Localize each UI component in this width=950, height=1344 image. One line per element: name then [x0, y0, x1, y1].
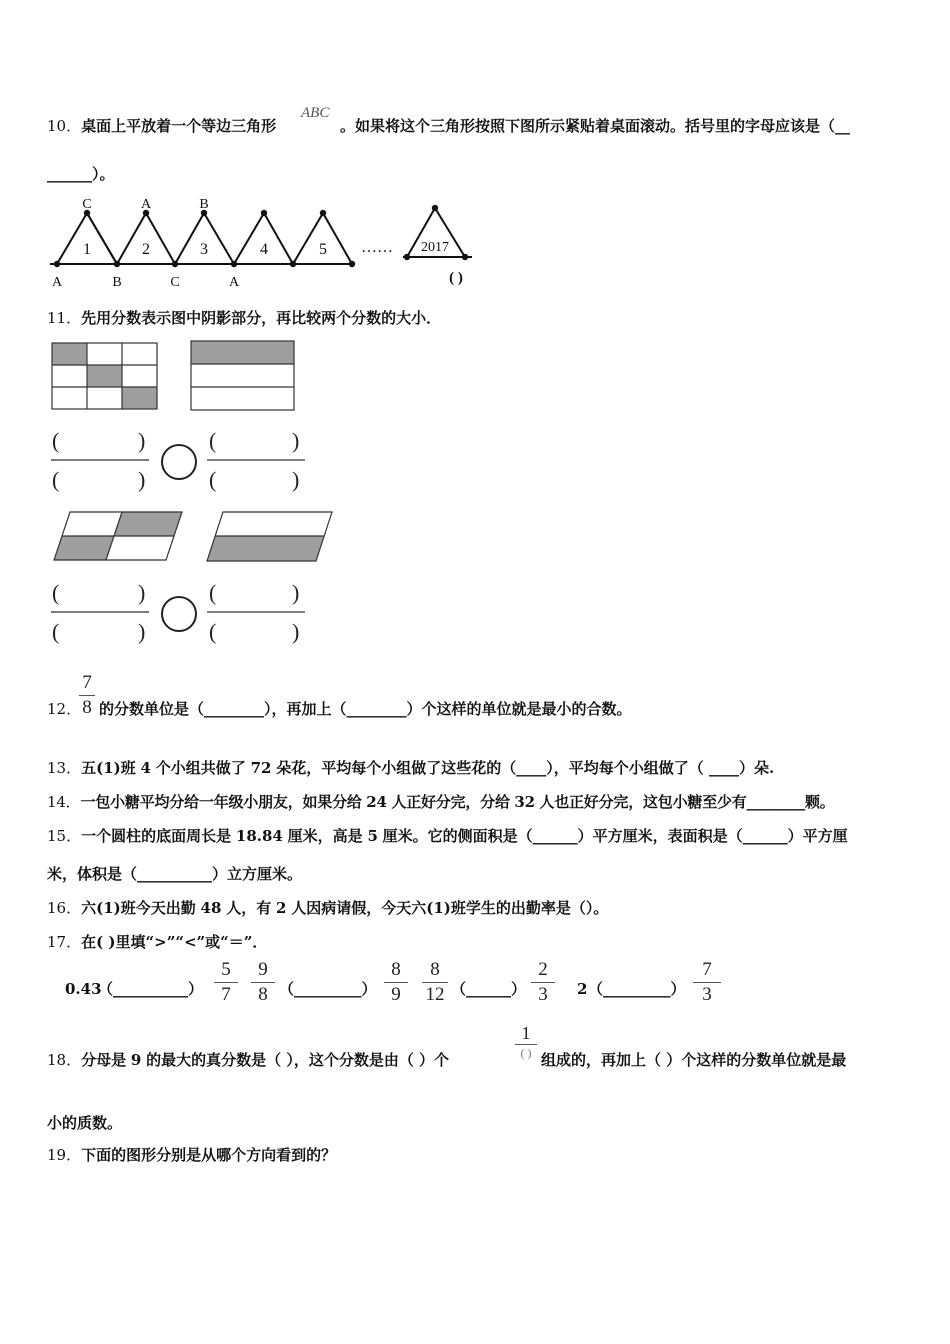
q12-number: 12． [47, 700, 82, 718]
q19-line [47, 1145, 336, 1165]
q17-a-fraction [214, 960, 238, 1005]
q11-strips-3 [191, 341, 294, 410]
q10-top-label-a: A [140, 197, 152, 212]
q14-text-c: 人正好分完，分给 [391, 793, 510, 811]
q10-triangle-number-3: 3 [200, 241, 208, 258]
q18-unit-fraction [515, 1023, 537, 1060]
q17-f-left: 2 [577, 980, 588, 998]
q11-paren-l: ( [52, 428, 60, 453]
q11-paren-l: ( [209, 580, 217, 605]
q17-a-left: 0.43 [65, 980, 102, 998]
q15-number: 15． [47, 827, 82, 845]
q10-text-a: 桌面上平放着一个等边三角形 [81, 117, 277, 135]
q10-answer-paren: ( ) [449, 270, 463, 286]
q13-text-c: 班 [120, 759, 136, 777]
q14-text-b: 24 [366, 793, 387, 811]
q17-line [47, 932, 267, 952]
q10-bottom-label-b: B [112, 275, 122, 290]
q13-text-e: 个小组共做了 [155, 759, 246, 777]
q12-text: 的分数单位是（________），再加上（________）个这样的单位就是最小的合数。 [99, 700, 632, 718]
q12-frac-num: 7 [82, 672, 92, 693]
q11-line [47, 308, 441, 328]
q11-compare-circle-2[interactable] [162, 597, 196, 631]
q18-text-c: 的最大的真分数是（ ），这个分数是由（ ）个 [146, 1051, 450, 1069]
q18-text-b: 9 [130, 1051, 142, 1069]
q11-paren-r: ) [138, 580, 146, 605]
q13-text-g: 朵花，平均每个小组做了这些花的（____），平均每个小组做了（ ____）朵. [276, 759, 775, 777]
q11-paren-r: ) [292, 428, 300, 453]
q10-top-label-b: B [199, 197, 209, 212]
q17-a-blank[interactable]: （__________） [98, 980, 204, 998]
q17-e-den: 3 [538, 984, 548, 1005]
q10-top-label-c: C [82, 197, 92, 212]
q10-bottom-label-a1: A [51, 275, 63, 290]
q10-bottom-label-c: C [170, 275, 180, 290]
q17-b-den: 8 [258, 984, 268, 1005]
q17-c-bar [384, 982, 408, 983]
q14-number: 14． [47, 793, 81, 811]
q16-text-a: 六 [81, 899, 97, 917]
q18-number: 18． [47, 1051, 82, 1069]
q17-a-bar [214, 982, 238, 983]
q17-b-fraction [251, 960, 275, 1005]
q16-text-c: 班今天出勤 [120, 899, 196, 917]
q15-text-d: 5 [367, 827, 378, 845]
q17-text: 在( )里填“>”“<”或“＝”． [81, 933, 268, 951]
q19-number: 19． [47, 1146, 82, 1164]
q11-paren-l: ( [52, 467, 60, 492]
q10-triangle-number-2: 2 [142, 241, 150, 258]
q10-text-c: ______）。 [47, 165, 115, 183]
q17-f-fraction [693, 960, 721, 1005]
q11-paren-r: ) [138, 428, 146, 453]
q10-triangle-number-1: 1 [83, 241, 91, 258]
q17-b-num: 9 [258, 959, 268, 980]
q17-a-den: 7 [221, 984, 231, 1005]
q12-frac-den: 8 [82, 697, 92, 718]
q16-text-h: (1) [426, 899, 451, 917]
q10-line1 [47, 116, 276, 136]
q11-compare-row-2 [51, 580, 305, 644]
q10-text-b: 。如果将这个三角形按照下图所示紧贴着桌面滚动。括号里的字母应该是（__ [340, 117, 851, 135]
q16-number: 16． [47, 899, 82, 917]
q17-d-den: 12 [425, 984, 445, 1005]
q17-f-blank[interactable]: （_________） [588, 980, 686, 998]
q13-text-b: (1) [96, 759, 121, 777]
q15-text-c: 厘米，高是 [287, 827, 363, 845]
q17-c-den: 9 [391, 984, 401, 1005]
q14-text-d: 32 [514, 793, 535, 811]
q17-c-num: 8 [391, 959, 401, 980]
q17-f-den: 3 [702, 984, 712, 1005]
q16-text-b: (1) [96, 899, 121, 917]
q11-paren-l: ( [52, 619, 60, 644]
q11-paren-l: ( [209, 619, 217, 644]
q11-paren-l: ( [209, 467, 217, 492]
q13-text-a: 五 [81, 759, 97, 777]
q18-unit-den: ( ) [520, 1046, 532, 1060]
q10-triangle-number-2017: 2017 [421, 240, 449, 255]
q16-text-d: 48 [200, 899, 222, 917]
q15-text-f: 米，体积是（__________）立方厘米。 [47, 865, 303, 883]
q17-f-num: 7 [702, 959, 712, 980]
q10-bottom-label-a2: A [228, 275, 240, 290]
q17-d-num: 8 [430, 959, 440, 980]
q12-fraction [79, 673, 95, 718]
q14-text-e: 人也正好分完，这包小糖至少有________颗。 [539, 793, 835, 811]
q13-number: 13． [47, 759, 82, 777]
q16-text-f: 2 [276, 899, 287, 917]
q11-paren-r: ) [292, 467, 300, 492]
q10-abc: ABC [301, 105, 330, 121]
q16-text-i: 班学生的出勤率是（）。 [450, 899, 609, 917]
q11-paren-r: ) [292, 580, 300, 605]
q17-number: 17． [47, 933, 82, 951]
q10-triangle-number-4: 4 [260, 241, 268, 258]
q17-b-bar [251, 982, 275, 983]
q14-line [47, 792, 835, 812]
q18-unit-num: 1 [521, 1023, 531, 1043]
q10-number: 10． [47, 117, 82, 135]
q11-paren-l: ( [52, 580, 60, 605]
q11-paren-r: ) [138, 619, 146, 644]
q15-text-a: 一个圆柱的底面周长是 [81, 827, 232, 845]
q11-text: 先用分数表示图中阴影部分，再比较两个分数的大小． [81, 309, 442, 327]
q13-text-d: 4 [140, 759, 151, 777]
q13-text-f: 72 [250, 759, 272, 777]
q11-fraction-figure [46, 336, 342, 654]
q18-text-d: 组成的，再加上（ ）个这样的分数单位就是最 [541, 1051, 847, 1069]
q11-paren-r: ) [292, 619, 300, 644]
q15-line1 [47, 826, 848, 846]
q17-f-bar [693, 982, 721, 983]
q16-text-e: 人，有 [226, 899, 272, 917]
q17-e-fraction [531, 960, 555, 1005]
q13-line [47, 758, 774, 778]
q10-ellipsis: …… [361, 239, 393, 256]
q17-d-fraction [422, 960, 448, 1005]
q11-parallelogram-b [207, 512, 332, 561]
q11-paren-l: ( [209, 428, 217, 453]
q17-d-bar [422, 982, 448, 983]
q17-b-blank[interactable]: （_________） [279, 980, 377, 998]
q16-line [47, 898, 608, 918]
q14-text-a: 一包小糖平均分给一年级小朋友，如果分给 [80, 793, 362, 811]
q11-paren-r: ) [138, 467, 146, 492]
q10-triangle-number-5: 5 [319, 241, 327, 258]
q18-unit-bar [515, 1044, 537, 1045]
q18-text-a: 分母是 [81, 1051, 127, 1069]
q11-grid-3x3 [52, 343, 157, 409]
q17-e-bar [531, 982, 555, 983]
q15-text-e: 厘米。它的侧面积是（______）平方厘米，表面积是（______）平方厘 [382, 827, 848, 845]
q11-number: 11． [47, 309, 82, 327]
q17-e-num: 2 [538, 959, 548, 980]
q15-text-b: 18.84 [235, 827, 283, 845]
q16-text-g: 人因病请假，今天六 [291, 899, 427, 917]
q11-compare-circle-1[interactable] [162, 445, 196, 479]
q11-compare-row-1 [51, 428, 305, 492]
q18-line1 [47, 1050, 449, 1070]
q17-c-fraction [384, 960, 408, 1005]
q17-a-num: 5 [221, 959, 231, 980]
q19-text: 下面的图形分别是从哪个方向看到的？ [81, 1146, 337, 1164]
q11-parallelogram-a [54, 512, 182, 560]
q12-frac-bar [79, 695, 95, 696]
q18-text-e: 小的质数。 [47, 1114, 123, 1132]
q10-rolling-triangles-figure [40, 196, 490, 292]
q17-d-blank[interactable]: （______） [451, 980, 527, 998]
